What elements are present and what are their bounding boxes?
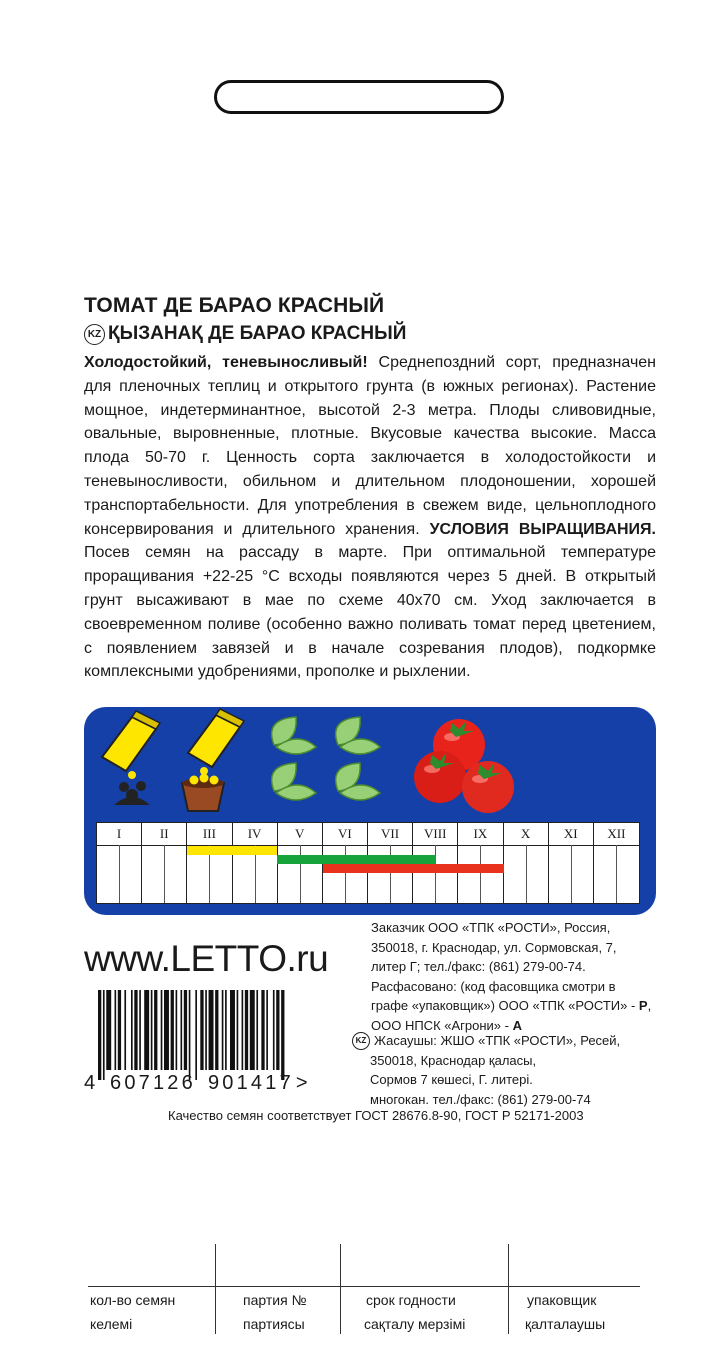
expiry-label: срок годности: [366, 1292, 456, 1308]
barcode-bars: [84, 990, 350, 1082]
barcode-bar: [181, 990, 183, 1070]
table-divider: [340, 1244, 341, 1334]
barcode-group1: 607126: [110, 1072, 196, 1094]
hang-hole: [214, 80, 504, 114]
product-description: [84, 351, 656, 684]
customer-kz-line: многокан. тел./факс: (861) 279-00-74: [370, 1091, 591, 1107]
packed-line: Расфасовано: (код фасовщика смотри в: [371, 978, 616, 994]
packer-label: упаковщик: [527, 1292, 597, 1308]
barcode-bar: [200, 990, 203, 1070]
barcode: [84, 990, 350, 1100]
barcode-bar: [222, 990, 224, 1070]
customer-line: Заказчик ООО «ТПК «РОСТИ», Россия,: [371, 920, 611, 935]
month-label: X: [504, 823, 548, 846]
barcode-bar: [98, 990, 101, 1080]
month-label: V: [278, 823, 322, 846]
seedling-pot-icon: [182, 709, 244, 811]
month-label: III: [187, 823, 231, 846]
customer-kz-line: Жасаушы: ЖШО «ТПК «РОСТИ», Ресей,: [374, 1033, 621, 1048]
month-label: IX: [458, 823, 502, 846]
product-subtitle-kz: [84, 323, 406, 345]
barcode-bar: [106, 990, 111, 1070]
barcode-bar: [161, 990, 163, 1070]
month-label: II: [142, 823, 186, 846]
kz-badge: KZ: [84, 324, 105, 345]
barcode-bar: [189, 990, 191, 1080]
barcode-bar: [195, 990, 197, 1080]
customer-kz-line: Сормов 7 көшесі, Г. литері.: [370, 1072, 533, 1087]
plant-leaves-icon: [272, 717, 380, 800]
month-label: VI: [323, 823, 367, 846]
customer-line: 350018, г. Краснодар, ул. Сормовская, 7,: [371, 939, 617, 955]
month-cell: [187, 823, 232, 903]
barcode-bar: [281, 990, 284, 1080]
table-divider: [508, 1244, 509, 1334]
barcode-bar: [176, 990, 178, 1070]
month-cell: [323, 823, 368, 903]
website-url[interactable]: www.LETTO.ru: [84, 938, 329, 979]
gost-statement: Качество семян соответствует ГОСТ 28676.8-90, ГОСТ Р 52171-2003: [168, 1108, 584, 1123]
half-month-divider: [390, 845, 391, 903]
half-month-divider: [300, 845, 301, 903]
barcode-bar: [273, 990, 275, 1070]
month-cell: [504, 823, 549, 903]
barcode-bar: [124, 990, 126, 1070]
barcode-bar: [205, 990, 207, 1070]
barcode-bar: [139, 990, 141, 1070]
month-label: I: [97, 823, 141, 846]
half-month-divider: [616, 845, 617, 903]
packed-line: графе «упаковщик») ООО «ТПК «РОСТИ» - Р,: [371, 998, 652, 1013]
barcode-bar: [230, 990, 235, 1070]
month-cell: [549, 823, 594, 903]
seed-packet-icon: [102, 711, 160, 805]
product-title: ТОМАТ ДЕ БАРАО КРАСНЫЙ: [84, 294, 385, 317]
half-month-divider: [435, 845, 436, 903]
barcode-bar: [115, 990, 117, 1070]
barcode-bar: [276, 990, 279, 1070]
half-month-divider: [209, 845, 210, 903]
barcode-bar: [118, 990, 121, 1070]
barcode-bar: [103, 990, 105, 1080]
barcode-bar: [237, 990, 239, 1070]
half-month-divider: [480, 845, 481, 903]
packer-code-r: Р: [638, 998, 648, 1013]
packer-label-kz: қалталаушы: [525, 1316, 606, 1332]
barcode-arrow: >: [295, 1072, 308, 1094]
barcode-bar: [261, 990, 264, 1070]
month-label: IV: [233, 823, 277, 846]
barcode-bar: [134, 990, 137, 1070]
customer-info-kz: [352, 1031, 672, 1109]
seed-count-label: кол-во семян: [90, 1292, 176, 1308]
subtitle-text: ҚЫЗАНАҚ ДЕ БАРАО КРАСНЫЙ: [108, 323, 407, 344]
half-month-divider: [255, 845, 256, 903]
half-month-divider: [164, 845, 165, 903]
barcode-bar: [154, 990, 157, 1070]
barcode-bar: [171, 990, 174, 1070]
month-label: VII: [368, 823, 412, 846]
description-lead: Холодостойкий, теневыносливый!: [84, 354, 368, 371]
barcode-digits: [84, 1072, 350, 1095]
month-label: VIII: [413, 823, 457, 846]
seed-count-label-kz: келемі: [90, 1316, 133, 1332]
month-cell: [233, 823, 278, 903]
month-label: XII: [594, 823, 639, 846]
half-month-divider: [526, 845, 527, 903]
barcode-bar: [256, 990, 258, 1070]
barcode-bar: [242, 990, 244, 1070]
month-cell: [142, 823, 187, 903]
month-cell: [594, 823, 639, 903]
barcode-bar: [144, 990, 149, 1070]
half-month-divider: [345, 845, 346, 903]
calendar-icons: [84, 707, 656, 819]
barcode-bar: [184, 990, 187, 1070]
customer-info: [371, 918, 671, 1035]
batch-label-kz: партиясы: [243, 1316, 305, 1332]
month-cell: [458, 823, 503, 903]
table-divider: [215, 1244, 216, 1334]
barcode-bar: [245, 990, 248, 1070]
barcode-bar: [164, 990, 169, 1070]
barcode-bar: [151, 990, 153, 1070]
barcode-bar: [131, 990, 133, 1070]
month-grid: [96, 822, 640, 904]
customer-kz-line: 350018, Краснодар қаласы,: [370, 1052, 537, 1068]
tomato-fruits-icon: [414, 719, 514, 813]
half-month-divider: [571, 845, 572, 903]
description-part1: Среднепоздний сорт, предназначен для пленочных теплиц и открытого грунта (в южных регионах). Растение мощное, индетерминантное, высотой 2-3 метра. Плоды сливовидные, овальные, выровненные, плотные. Вкусовые качества высокие. Масса плода 50-70 г. Ценность сорта заключается в холодостойкости и теневыносливости, обильном и длительном плодоношении, хорошей транспортабельности. Для употребления в свежем виде, цельноплодного консервирования и длительного хранения.: [84, 354, 657, 538]
barcode-bar: [266, 990, 268, 1070]
barcode-bar: [215, 990, 218, 1070]
expiry-label-kz: сақталу мерзімі: [364, 1316, 466, 1332]
description-part2: Посев семян на рассаду в марте. При оптимальной температуре проращивания +22-25 °С всходы появляются через 5 дней. В открытый грунт высаживают в мае по схеме 40х70 см. Уход заключается в своевременном поливе (особенно важно поливать томат перед цветением, с появлением завязей и в начале созревания плодов), подкормке комплексными удобрениями, прополке и рыхлении.: [84, 544, 656, 681]
half-month-divider: [119, 845, 120, 903]
packer-code-a: А: [512, 1017, 522, 1033]
growing-conditions-heading: УСЛОВИЯ ВЫРАЩИВАНИЯ.: [429, 520, 656, 538]
packed-line: ООО НПСК «Агрони» - А: [371, 1017, 522, 1033]
barcode-bar: [250, 990, 255, 1070]
barcode-lead-digit: 4: [84, 1072, 96, 1094]
growing-calendar: [84, 707, 656, 915]
month-cell: [278, 823, 323, 903]
barcode-group2: 901417: [207, 1072, 294, 1094]
barcode-bar: [225, 990, 227, 1070]
batch-label: партия №: [243, 1292, 307, 1308]
month-cell: [97, 823, 142, 903]
customer-line: литер Г; тел./факс: (861) 279-00-74.: [371, 959, 586, 974]
month-cell: [413, 823, 458, 903]
table-rule: [88, 1286, 640, 1287]
kz-badge: KZ: [352, 1032, 370, 1050]
month-label: XI: [549, 823, 593, 846]
barcode-bar: [209, 990, 214, 1070]
month-cell: [368, 823, 413, 903]
